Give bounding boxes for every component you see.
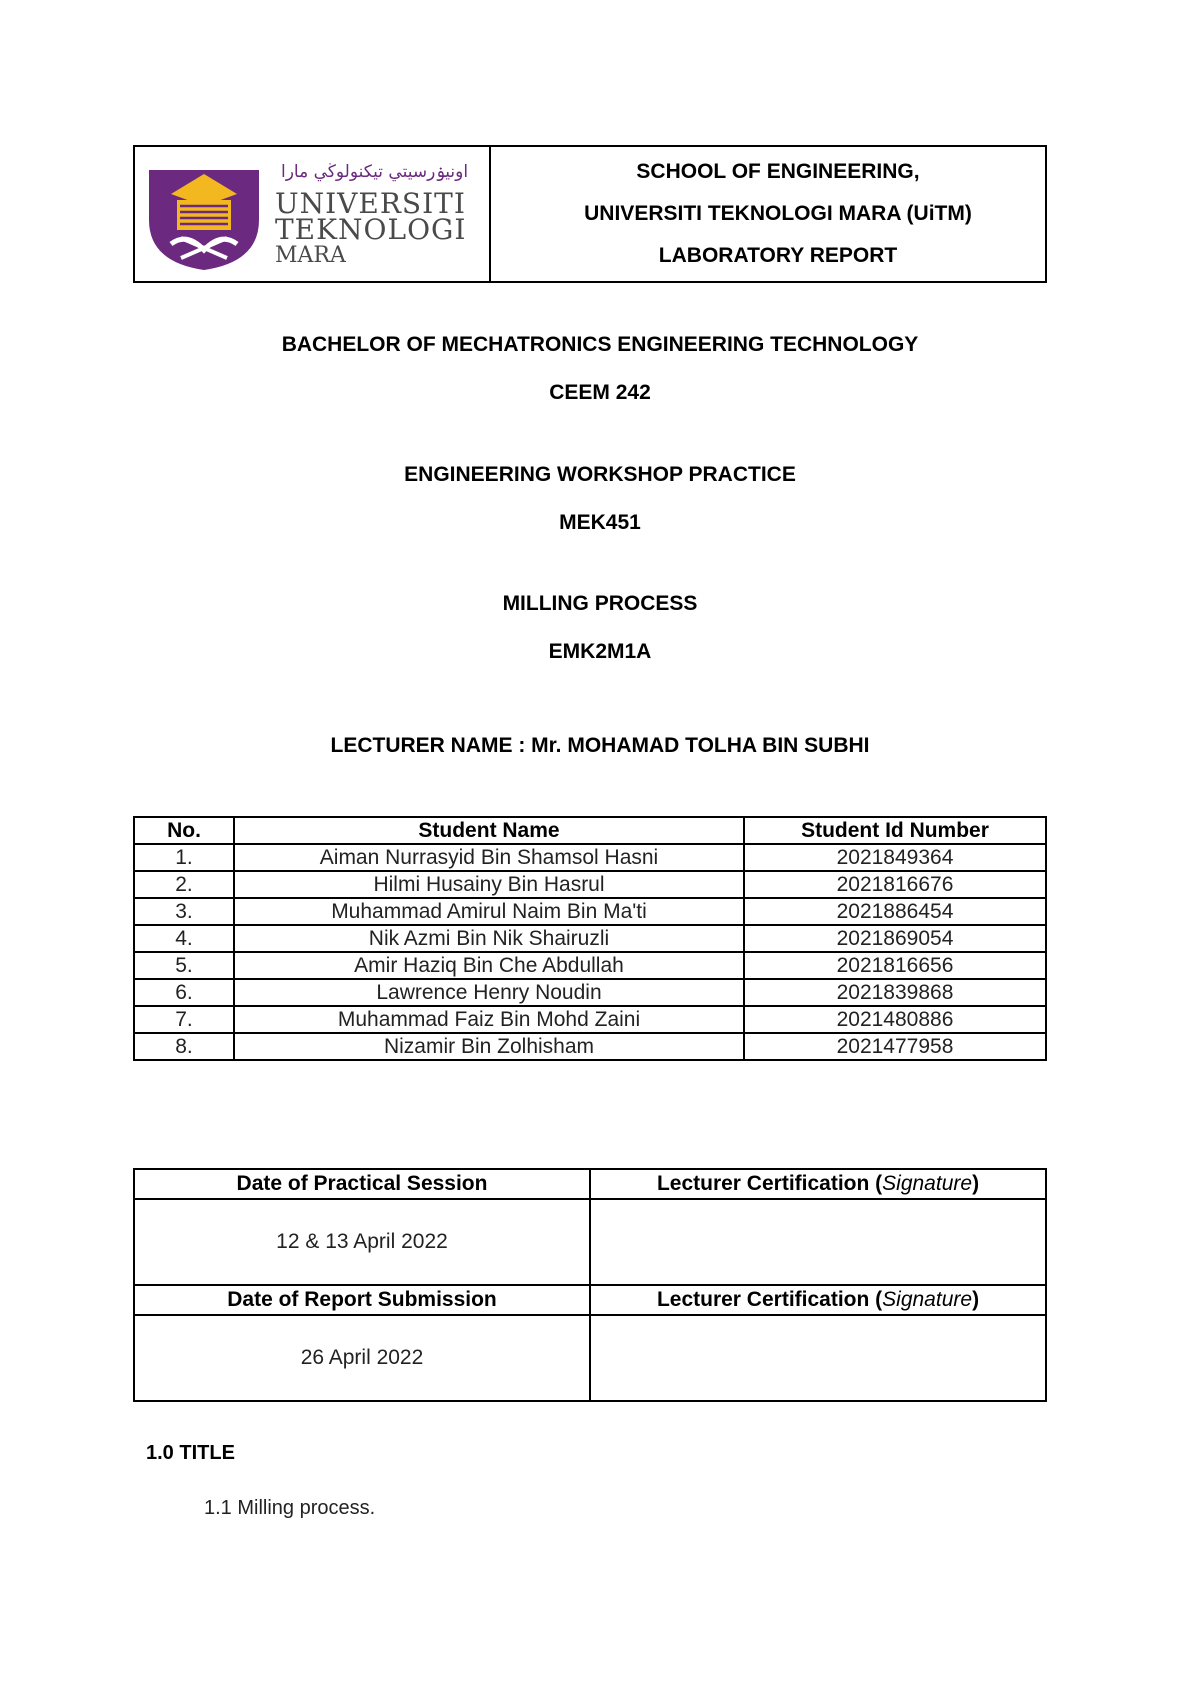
header-box [133, 145, 1047, 283]
cert-label-close: ) [972, 1288, 980, 1311]
cert-label-text: Lecturer Certification ( [656, 1288, 883, 1311]
submission-date-label: Date of Report Submission [134, 1285, 590, 1315]
lecturer-certification-label [590, 1285, 1046, 1315]
school-line-1: SCHOOL OF ENGINEERING, [636, 160, 920, 183]
school-line-2: UNIVERSITI TEKNOLOGI MARA (UiTM) [584, 202, 972, 225]
section-item: 1.1 Milling process. [204, 1497, 376, 1519]
student-id: 2021839868 [744, 979, 1046, 1006]
student-id: 2021477958 [744, 1033, 1046, 1060]
row-no: 1. [134, 844, 234, 871]
cert-label-text: Lecturer Certification ( [656, 1172, 883, 1195]
course-code: MEK451 [559, 511, 641, 534]
table-row [134, 979, 1046, 1006]
student-name: Lawrence Henry Noudin [234, 979, 744, 1006]
students-table [133, 816, 1047, 1061]
student-name: Amir Haziq Bin Che Abdullah [234, 952, 744, 979]
program-title: BACHELOR OF MECHATRONICS ENGINEERING TECHNOLOGY [281, 333, 919, 356]
table-row [134, 1006, 1046, 1033]
practical-header-row [134, 1169, 1046, 1199]
cert-label-close: ) [972, 1172, 980, 1195]
column-header-id: Student Id Number [744, 817, 1046, 844]
row-no: 2. [134, 871, 234, 898]
student-id: 2021886454 [744, 898, 1046, 925]
logo-cell [135, 147, 491, 281]
uitm-logo-icon [145, 162, 263, 272]
table-row [134, 898, 1046, 925]
table-row [134, 844, 1046, 871]
course-title: ENGINEERING WORKSHOP PRACTICE [404, 463, 796, 486]
section-title: 1.0 TITLE [146, 1442, 235, 1464]
column-header-no: No. [134, 817, 234, 844]
student-name: Aiman Nurrasyid Bin Shamsol Hasni [234, 844, 744, 871]
row-no: 7. [134, 1006, 234, 1033]
cert-signature-word: Signature [882, 1172, 973, 1195]
practical-date-label: Date of Practical Session [134, 1169, 590, 1199]
student-name: Muhammad Faiz Bin Mohd Zaini [234, 1006, 744, 1033]
logo-line-2: TEKNOLOGI [275, 213, 467, 246]
signature-box-submission [590, 1315, 1046, 1401]
student-id: 2021816676 [744, 871, 1046, 898]
table-row [134, 871, 1046, 898]
student-name: Nizamir Bin Zolhisham [234, 1033, 744, 1060]
row-no: 6. [134, 979, 234, 1006]
program-code: CEEM 242 [549, 381, 651, 404]
lecturer-name: LECTURER NAME : Mr. MOHAMAD TOLHA BIN SUBHI [330, 734, 870, 757]
group-code: EMK2M1A [548, 640, 652, 663]
student-name: Muhammad Amirul Naim Bin Ma'ti [234, 898, 744, 925]
dates-table [133, 1168, 1047, 1402]
submission-date-value: 26 April 2022 [134, 1315, 590, 1401]
student-id: 2021869054 [744, 925, 1046, 952]
school-info [491, 147, 1045, 281]
practical-date-value: 12 & 13 April 2022 [134, 1199, 590, 1285]
table-row [134, 1033, 1046, 1060]
student-name: Hilmi Husainy Bin Hasrul [234, 871, 744, 898]
signature-box-practical [590, 1199, 1046, 1285]
row-no: 5. [134, 952, 234, 979]
row-no: 3. [134, 898, 234, 925]
student-id: 2021480886 [744, 1006, 1046, 1033]
column-header-name: Student Name [234, 817, 744, 844]
logo-line-3: MARA [275, 243, 346, 268]
logo-wordmark [275, 187, 467, 269]
school-line-3: LABORATORY REPORT [658, 244, 898, 267]
table-row [134, 925, 1046, 952]
student-name: Nik Azmi Bin Nik Shairuzli [234, 925, 744, 952]
student-id: 2021849364 [744, 844, 1046, 871]
row-no: 4. [134, 925, 234, 952]
topic-title: MILLING PROCESS [502, 592, 698, 615]
submission-header-row [134, 1285, 1046, 1315]
table-row [134, 952, 1046, 979]
row-no: 8. [134, 1033, 234, 1060]
cert-signature-word: Signature [882, 1288, 973, 1311]
logo-line-1: UNIVERSITI [275, 187, 466, 220]
practical-value-row [134, 1199, 1046, 1285]
lecturer-certification-label [590, 1169, 1046, 1199]
table-header-row [134, 817, 1046, 844]
submission-value-row [134, 1315, 1046, 1401]
jawi-wordmark: اونيۏرسيتي تيكنولوڬي مارا [281, 162, 469, 182]
student-id: 2021816656 [744, 952, 1046, 979]
